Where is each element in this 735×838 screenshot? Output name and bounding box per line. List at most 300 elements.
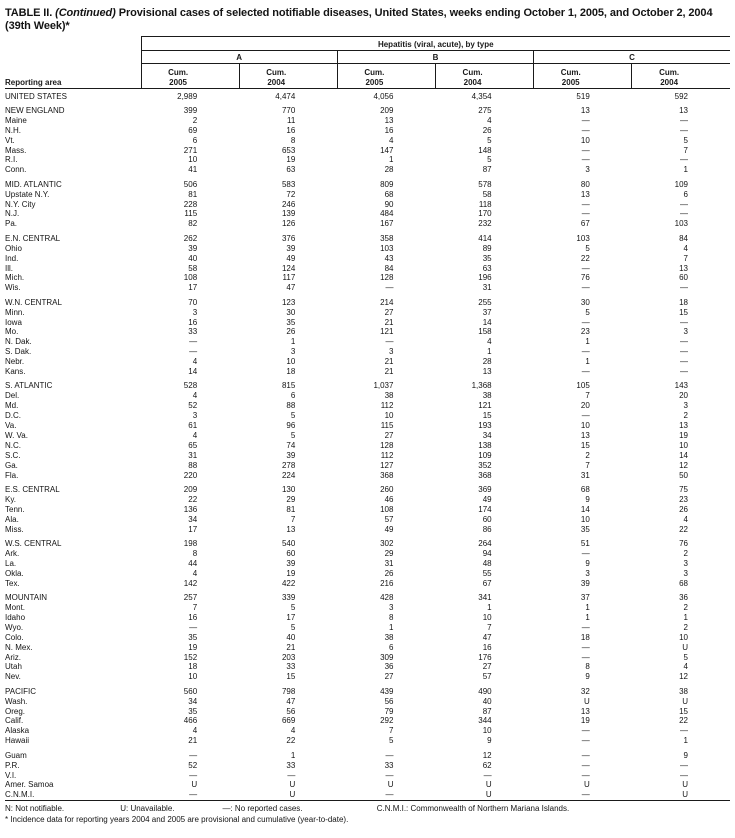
value-cell: 26	[384, 568, 394, 578]
value-cell: 6	[290, 391, 296, 401]
reporting-area-cell: Md.	[5, 401, 19, 411]
table-row	[5, 505, 730, 515]
col-header-c-2005	[534, 64, 632, 89]
reporting-area-cell: R.I.	[5, 155, 18, 165]
value-cell: 18	[286, 367, 296, 377]
value-cell: 87	[482, 706, 492, 716]
table-row	[5, 535, 730, 549]
reporting-area-cell: N.H.	[5, 125, 21, 135]
value-cell: 35	[482, 253, 492, 263]
reporting-area-cell: W. Va.	[5, 431, 28, 440]
value-cell: —	[680, 125, 688, 135]
value-cell: 39	[286, 450, 296, 460]
value-cell: 13	[679, 105, 688, 115]
value-cell: 76	[679, 539, 688, 549]
value-cell: 136	[183, 504, 198, 514]
value-cell: 4	[192, 726, 198, 736]
value-cell: 29	[286, 494, 296, 504]
value-cell: 37	[482, 307, 492, 317]
reporting-area-cell: Conn.	[5, 165, 27, 175]
value-cell: 74	[286, 440, 296, 450]
value-cell: 16	[482, 642, 492, 652]
value-cell: 257	[183, 593, 198, 603]
table-row	[5, 116, 730, 126]
value-cell: 18	[679, 297, 688, 307]
footnote-cnmi: C.N.M.I.: Commonwealth of Northern Mariana Islands.	[376, 804, 570, 814]
value-cell: 23	[679, 494, 688, 504]
value-cell: 60	[286, 548, 296, 558]
value-cell: 6	[683, 189, 688, 199]
reporting-area-cell: Minn.	[5, 307, 25, 317]
cum-label: Cum.	[266, 68, 287, 77]
cum-label: Cum.	[560, 68, 581, 77]
value-cell: 57	[384, 514, 394, 524]
reporting-area-cell: D.C.	[5, 411, 21, 421]
value-cell: 13	[482, 367, 492, 377]
value-cell: 3	[192, 307, 198, 317]
reporting-area-cell: Colo.	[5, 632, 24, 642]
value-cell: 56	[384, 696, 394, 706]
value-cell: 112	[380, 401, 394, 411]
table-row	[5, 697, 730, 707]
table-row	[5, 209, 730, 219]
table-row	[5, 633, 730, 643]
table-body	[5, 89, 730, 801]
table-row	[5, 672, 730, 682]
value-cell: 22	[679, 716, 688, 726]
value-cell: 123	[281, 297, 296, 307]
value-cell: 33	[286, 760, 296, 770]
value-cell: U	[584, 780, 590, 790]
value-cell: 109	[478, 450, 492, 460]
value-cell: 108	[183, 273, 198, 283]
value-cell: 439	[380, 686, 394, 696]
reporting-area-cell: P.R.	[5, 760, 20, 770]
value-cell: 13	[580, 105, 590, 115]
value-cell: 40	[286, 632, 296, 642]
value-cell: 2,989	[177, 91, 198, 101]
reporting-area-cell: S. ATLANTIC	[5, 381, 53, 391]
value-cell: 47	[286, 696, 296, 706]
value-cell: U	[584, 696, 590, 706]
value-cell: 8	[389, 612, 394, 622]
value-cell: 3	[683, 327, 688, 337]
value-cell: 20	[679, 391, 688, 401]
reporting-area-cell: Guam	[5, 750, 27, 760]
table-row	[5, 318, 730, 328]
value-cell: 88	[286, 401, 296, 411]
value-cell: 90	[384, 199, 394, 209]
value-cell: 216	[380, 578, 394, 588]
table-row	[5, 283, 730, 293]
value-cell: 275	[478, 105, 492, 115]
table-row	[5, 126, 730, 136]
value-cell: 10	[482, 612, 492, 622]
value-cell: 87	[482, 165, 492, 175]
value-cell: —	[581, 317, 590, 327]
value-cell: 20	[580, 401, 590, 411]
value-cell: —	[581, 125, 590, 135]
value-cell: 9	[683, 750, 688, 760]
value-cell: 3	[290, 347, 296, 357]
value-cell: 43	[384, 253, 394, 263]
value-cell: —	[581, 145, 590, 155]
value-cell: —	[581, 622, 590, 632]
table-row	[5, 461, 730, 471]
value-cell: 4	[683, 514, 688, 524]
value-cell: 22	[286, 736, 296, 746]
table-row	[5, 662, 730, 672]
table-row	[5, 441, 730, 451]
value-cell: 121	[478, 401, 492, 411]
value-cell: 4	[290, 726, 296, 736]
value-cell: —	[680, 155, 688, 165]
value-cell: 29	[384, 548, 394, 558]
value-cell: 112	[380, 450, 394, 460]
value-cell: 124	[281, 263, 296, 273]
value-cell: 17	[188, 524, 198, 534]
value-cell: —	[581, 411, 590, 421]
value-cell: 35	[580, 524, 590, 534]
value-cell: 26	[482, 125, 492, 135]
value-cell: 32	[580, 686, 590, 696]
value-cell: 2	[192, 115, 198, 125]
value-cell: 14	[188, 367, 198, 377]
value-cell: 170	[478, 209, 492, 219]
value-cell: 39	[188, 243, 198, 253]
value-cell: 50	[679, 470, 688, 480]
value-cell: —	[581, 790, 590, 800]
reporting-area-cell: Ind.	[5, 253, 19, 263]
value-cell: 126	[281, 219, 296, 229]
reporting-area-cell: Ky.	[5, 494, 16, 504]
value-cell: 72	[286, 189, 296, 199]
value-cell: 262	[183, 233, 198, 243]
table-row	[5, 515, 730, 525]
value-cell: 414	[478, 233, 492, 243]
value-cell: —	[680, 115, 688, 125]
reporting-area-cell: La.	[5, 558, 17, 568]
value-cell: 56	[286, 706, 296, 716]
value-cell: 68	[580, 485, 590, 495]
value-cell: 9	[585, 494, 590, 504]
value-cell: 209	[380, 105, 394, 115]
value-cell: —	[581, 652, 590, 662]
value-cell: 399	[183, 105, 198, 115]
value-cell: 176	[478, 652, 492, 662]
value-cell: 12	[679, 672, 688, 682]
value-cell: 68	[679, 578, 688, 588]
value-cell: 103	[576, 233, 590, 243]
value-cell: 1	[290, 337, 296, 347]
value-cell: 1	[585, 337, 590, 347]
reporting-area-cell: V.I.	[5, 770, 17, 780]
reporting-area-cell: Mont.	[5, 603, 26, 612]
reporting-area-cell: S. Dak.	[5, 347, 32, 357]
value-cell: 39	[580, 578, 590, 588]
value-cell: 127	[380, 460, 394, 470]
value-cell: 38	[384, 632, 394, 642]
value-cell: 10	[384, 411, 394, 421]
value-cell: 27	[384, 672, 394, 682]
value-cell: 21	[384, 317, 394, 327]
table-row	[5, 308, 730, 318]
value-cell: U	[682, 780, 688, 790]
table-row	[5, 736, 730, 746]
value-cell: 7	[683, 253, 688, 263]
value-cell: 33	[384, 760, 394, 770]
value-cell: 5	[487, 135, 492, 145]
value-cell: 1	[683, 165, 688, 175]
reporting-area-cell: Ohio	[5, 243, 22, 253]
value-cell: 23	[580, 327, 590, 337]
subgroup-a-header: A	[141, 51, 337, 64]
cum-year: 2005	[365, 77, 384, 87]
reporting-area-cell: Wis.	[5, 283, 21, 293]
reporting-area-cell: Kans.	[5, 367, 26, 377]
value-cell: U	[289, 780, 296, 790]
value-cell: 75	[679, 485, 688, 495]
value-cell: 5	[683, 652, 688, 662]
value-cell: 36	[679, 593, 688, 603]
value-cell: 57	[482, 672, 492, 682]
cum-label: Cum.	[364, 68, 385, 77]
value-cell: 35	[188, 706, 198, 716]
value-cell: 1,368	[471, 381, 492, 391]
value-cell: 30	[286, 307, 296, 317]
value-cell: 34	[188, 514, 198, 524]
footnote-no-cases: —: No reported cases.	[222, 804, 303, 814]
table-week-label: (39th Week)*	[5, 19, 70, 32]
value-cell: 4	[487, 337, 492, 347]
reporting-area-cell: Mass.	[5, 145, 27, 155]
reporting-area-cell: Pa.	[5, 219, 18, 229]
value-cell: 139	[281, 209, 296, 219]
table-row	[5, 643, 730, 653]
value-cell: 7	[487, 622, 492, 632]
value-cell: 21	[384, 357, 394, 367]
value-cell: 358	[380, 233, 394, 243]
value-cell: 5	[487, 155, 492, 165]
value-cell: 2	[683, 603, 688, 612]
table-row	[5, 707, 730, 717]
value-cell: 40	[482, 696, 492, 706]
value-cell: 84	[679, 233, 688, 243]
value-cell: 15	[580, 440, 590, 450]
value-cell: 422	[281, 578, 296, 588]
value-cell: 103	[674, 219, 688, 229]
value-cell: 578	[478, 179, 492, 189]
table-label: TABLE II.	[5, 7, 53, 19]
value-cell: U	[191, 780, 198, 790]
value-cell: 7	[192, 603, 198, 612]
value-cell: 3	[585, 165, 590, 175]
table-row	[5, 603, 730, 613]
disease-group-header: Hepatitis (viral, acute), by type	[141, 37, 730, 51]
table-row	[5, 682, 730, 696]
cum-year: 2004	[463, 77, 482, 87]
value-cell: 18	[188, 662, 198, 672]
value-cell: 26	[679, 504, 688, 514]
value-cell: 260	[380, 485, 394, 495]
value-cell: —	[385, 283, 394, 293]
value-cell: 4	[192, 431, 198, 440]
footnote-not-notifiable: N: Not notifiable.	[5, 804, 65, 814]
value-cell: 2	[585, 450, 590, 460]
value-cell: 41	[188, 165, 198, 175]
value-cell: —	[189, 770, 198, 780]
value-cell: —	[581, 199, 590, 209]
value-cell: 152	[183, 652, 198, 662]
value-cell: 109	[674, 179, 688, 189]
subgroup-b-header: B	[337, 51, 533, 64]
table-row	[5, 746, 730, 760]
value-cell: 105	[576, 381, 590, 391]
table-row	[5, 101, 730, 115]
value-cell: —	[680, 760, 688, 770]
subgroup-spacer	[5, 51, 141, 64]
value-cell: —	[385, 750, 394, 760]
reporting-area-cell: PACIFIC	[5, 686, 36, 696]
value-cell: 341	[478, 593, 492, 603]
value-cell: 560	[183, 686, 198, 696]
value-cell: —	[483, 770, 492, 780]
value-cell: 58	[188, 263, 198, 273]
value-cell: 2	[683, 622, 688, 632]
table-row	[5, 780, 730, 790]
value-cell: 67	[482, 578, 492, 588]
value-cell: U	[289, 790, 296, 800]
col-header-a-2004	[239, 64, 337, 89]
value-cell: 3	[389, 603, 394, 612]
value-cell: 13	[580, 706, 590, 716]
reporting-area-cell: MID. ATLANTIC	[5, 179, 62, 189]
value-cell: 19	[679, 431, 688, 440]
value-cell: 68	[384, 189, 394, 199]
value-cell: 798	[281, 686, 296, 696]
value-cell: 12	[679, 460, 688, 470]
reporting-area-cell: MOUNTAIN	[5, 593, 48, 603]
reporting-area-cell: E.S. CENTRAL	[5, 485, 60, 495]
reporting-area-cell: N.Y. City	[5, 199, 36, 209]
value-cell: 49	[286, 253, 296, 263]
value-cell: —	[189, 622, 198, 632]
value-cell: 35	[188, 632, 198, 642]
value-cell: 466	[183, 716, 198, 726]
value-cell: 10	[580, 135, 590, 145]
table-row	[5, 421, 730, 431]
value-cell: 31	[580, 470, 590, 480]
value-cell: 255	[478, 297, 492, 307]
value-cell: 232	[478, 219, 492, 229]
value-cell: 15	[482, 411, 492, 421]
table-row	[5, 771, 730, 781]
reporting-area-cell: W.N. CENTRAL	[5, 297, 62, 307]
value-cell: 19	[286, 568, 296, 578]
value-cell: —	[385, 770, 394, 780]
value-cell: 76	[580, 273, 590, 283]
reporting-area-cell: NEW ENGLAND	[5, 105, 65, 115]
value-cell: 4	[192, 357, 198, 367]
value-cell: 3	[683, 558, 688, 568]
value-cell: 484	[380, 209, 394, 219]
value-cell: —	[189, 347, 198, 357]
value-cell: 13	[286, 524, 296, 534]
reporting-area-cell: Idaho	[5, 612, 26, 622]
value-cell: 4	[192, 391, 198, 401]
table-row	[5, 136, 730, 146]
value-cell: 309	[380, 652, 394, 662]
table-row	[5, 254, 730, 264]
value-cell: 86	[482, 524, 492, 534]
table-row	[5, 357, 730, 367]
value-cell: 1	[585, 357, 590, 367]
reporting-area-cell: Del.	[5, 391, 20, 401]
table-row	[5, 451, 730, 461]
value-cell: 1	[290, 750, 296, 760]
value-cell: 49	[384, 524, 394, 534]
value-cell: 271	[183, 145, 198, 155]
footnote-unavailable: U: Unavailable.	[120, 804, 175, 814]
value-cell: 52	[188, 760, 198, 770]
col-header-b-2005	[337, 64, 435, 89]
value-cell: 5	[585, 307, 590, 317]
value-cell: U	[682, 790, 688, 800]
value-cell: 10	[580, 421, 590, 431]
value-cell: 15	[286, 672, 296, 682]
value-cell: —	[680, 357, 688, 367]
value-cell: 16	[188, 317, 198, 327]
value-cell: 38	[679, 686, 688, 696]
value-cell: 1	[683, 612, 688, 622]
value-cell: 1	[389, 155, 394, 165]
value-cell: 21	[384, 367, 394, 377]
spanner-spacer	[5, 37, 141, 51]
table-continued-label: (Continued)	[55, 7, 116, 19]
value-cell: 128	[380, 273, 394, 283]
value-cell: 7	[290, 514, 296, 524]
table-title-text: Provisional cases of selected notifiable diseases, United States, weeks ending October 1, 2005, and October 2, 2004	[118, 7, 713, 19]
value-cell: 46	[384, 494, 394, 504]
reporting-area-cell: Nev.	[5, 672, 21, 682]
value-cell: 39	[286, 243, 296, 253]
table-row	[5, 264, 730, 274]
value-cell: 809	[380, 179, 394, 189]
value-cell: 60	[679, 273, 688, 283]
table-row	[5, 337, 730, 347]
value-cell: U	[387, 780, 394, 790]
cum-year: 2005	[561, 77, 580, 87]
value-cell: 51	[580, 539, 590, 549]
value-cell: —	[680, 337, 688, 347]
value-cell: 5	[683, 135, 688, 145]
value-cell: 5	[290, 411, 296, 421]
value-cell: 8	[192, 548, 198, 558]
value-cell: 22	[188, 494, 198, 504]
reporting-area-cell: N.C.	[5, 440, 21, 450]
value-cell: —	[385, 790, 394, 800]
value-cell: 33	[286, 662, 296, 672]
reporting-area-cell: Wash.	[5, 696, 28, 706]
value-cell: 22	[679, 524, 688, 534]
value-cell: 69	[188, 125, 198, 135]
cum-year: 2004	[267, 77, 286, 87]
value-cell: 55	[482, 568, 492, 578]
value-cell: 10	[482, 726, 492, 736]
value-cell: 10	[679, 440, 688, 450]
value-cell: 7	[585, 460, 590, 470]
cum-year: 2004	[660, 77, 679, 87]
